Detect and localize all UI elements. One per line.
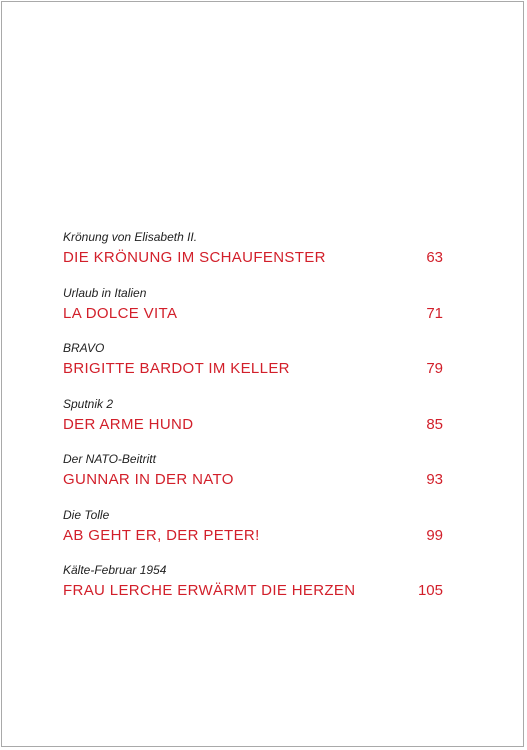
toc-entry-subtitle: Krönung von Elisabeth II.	[63, 230, 198, 244]
toc-entry-title: AB GEHT ER, DER PETER!	[63, 526, 260, 544]
toc-entry-page-number: 63	[426, 249, 443, 266]
toc-entry	[63, 286, 443, 342]
document-page	[1, 1, 524, 747]
toc-entry-subtitle: Die Tolle	[63, 507, 110, 522]
toc-entry-page-number: 71	[426, 304, 443, 322]
toc-entry-title-row	[63, 526, 443, 546]
table-of-contents	[63, 230, 443, 619]
toc-entry	[63, 341, 443, 397]
toc-entry-title-row	[63, 248, 443, 268]
toc-entry-subtitle: Sputnik 2	[63, 396, 114, 411]
toc-entry-subtitle: Der NATO-Beitritt	[63, 452, 156, 466]
toc-entry-subtitle: Urlaub in Italien	[63, 285, 147, 300]
toc-entry-title-row	[63, 581, 443, 601]
toc-entry-title-row	[63, 304, 443, 324]
toc-entry-title: FRAU LERCHE ERWÄRMT DIE HERZEN	[63, 582, 356, 599]
toc-entry-page-number: 85	[426, 415, 443, 433]
toc-entry-page-number: 79	[426, 360, 443, 377]
toc-entry-title: DER ARME HUND	[63, 415, 194, 433]
toc-entry-title: DIE KRÖNUNG IM SCHAUFENSTER	[63, 249, 326, 266]
toc-entry-subtitle: BRAVO	[63, 341, 105, 355]
toc-entry-page-number: 93	[426, 471, 443, 488]
toc-entry-page-number: 99	[426, 526, 443, 544]
toc-entry	[63, 452, 443, 508]
toc-entry-title: LA DOLCE VITA	[63, 304, 178, 322]
toc-entry-title-row	[63, 415, 443, 435]
toc-entry-title: BRIGITTE BARDOT IM KELLER	[63, 360, 290, 377]
toc-entry	[63, 508, 443, 564]
toc-entry-title-row	[63, 359, 443, 379]
toc-entry	[63, 230, 443, 286]
toc-entry-subtitle: Kälte-Februar 1954	[63, 563, 167, 577]
toc-entry	[63, 563, 443, 619]
toc-entry	[63, 397, 443, 453]
toc-entry-title-row	[63, 470, 443, 490]
toc-entry-page-number: 105	[417, 582, 443, 599]
toc-entry-title: GUNNAR IN DER NATO	[63, 471, 234, 488]
